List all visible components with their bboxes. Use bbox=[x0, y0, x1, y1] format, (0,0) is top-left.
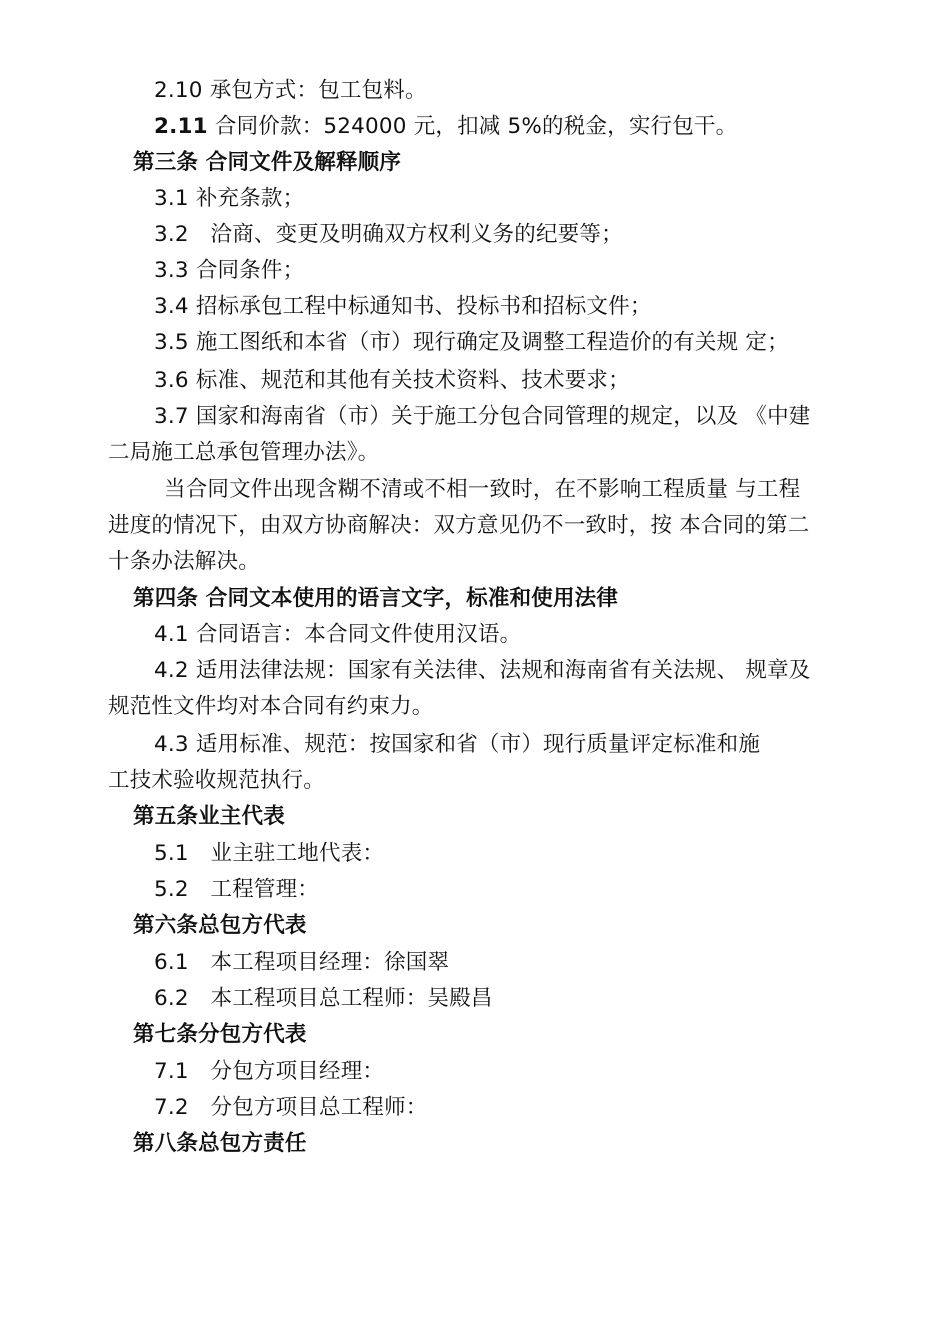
conflict-paragraph-line-2: 进度的情况下，由双方协商解决：双方意见仍不一致时，按 本合同的第二 bbox=[108, 513, 810, 538]
clause-3-2: 3.2 洽商、变更及明确双方权利义务的纪要等； bbox=[154, 222, 623, 247]
clause-4-3-line-1: 4.3 适用标准、规范：按国家和省（市）现行质量评定标准和施 bbox=[154, 732, 761, 757]
article-5-heading: 第五条业主代表 bbox=[133, 804, 285, 829]
article-7-heading: 第七条分包方代表 bbox=[133, 1022, 307, 1047]
clause-5-2: 5.2 工程管理： bbox=[154, 877, 319, 902]
clause-3-5: 3.5 施工图纸和本省（市）现行确定及调整工程造价的有关规 定； bbox=[154, 330, 789, 355]
clause-4-2-line-1: 4.2 适用法律法规：国家有关法律、法规和海南省有关法规、 规章及 bbox=[154, 658, 811, 683]
article-6-heading: 第六条总包方代表 bbox=[133, 913, 307, 938]
article-4-heading: 第四条 合同文本使用的语言文字，标准和使用法律 bbox=[133, 586, 619, 611]
clause-3-3: 3.3 合同条件； bbox=[154, 258, 305, 283]
clause-2-11 bbox=[154, 112, 737, 142]
clause-3-4: 3.4 招标承包工程中标通知书、投标书和招标文件； bbox=[154, 294, 652, 319]
clause-7-1: 7.1 分包方项目经理： bbox=[154, 1059, 385, 1084]
clause-3-7-line-2: 二局施工总承包管理办法》。 bbox=[108, 440, 380, 465]
clause-3-7-line-1: 3.7 国家和海南省（市）关于施工分包合同管理的规定，以及 《中建 bbox=[154, 404, 811, 429]
clause-2-11-text: 合同价款：524000 元，扣减 5%的税金，实行包干。 bbox=[207, 114, 738, 139]
conflict-paragraph-line-3: 十条办法解决。 bbox=[108, 549, 260, 574]
clause-4-2-line-2: 规范性文件均对本合同有约束力。 bbox=[108, 694, 434, 719]
clause-2-11-number: 2.11 bbox=[154, 114, 208, 139]
conflict-paragraph-line-1: 当合同文件出现含糊不清或不相一致时，在不影响工程质量 与工程 bbox=[164, 477, 801, 502]
clause-6-2: 6.2 本工程项目总工程师：吴殿昌 bbox=[154, 986, 493, 1011]
clause-4-3-line-2: 工技术验收规范执行。 bbox=[108, 768, 326, 793]
article-8-heading: 第八条总包方责任 bbox=[133, 1131, 307, 1156]
clause-6-1: 6.1 本工程项目经理：徐国翠 bbox=[154, 950, 450, 975]
clause-3-6: 3.6 标准、规范和其他有关技术资料、技术要求； bbox=[154, 368, 630, 393]
clause-2-10: 2.10 承包方式：包工包料。 bbox=[154, 78, 427, 103]
clause-5-1: 5.1 业主驻工地代表： bbox=[154, 841, 385, 866]
article-3-heading: 第三条 合同文件及解释顺序 bbox=[133, 150, 402, 175]
clause-7-2: 7.2 分包方项目总工程师： bbox=[154, 1095, 428, 1120]
clause-4-1: 4.1 合同语言：本合同文件使用汉语。 bbox=[154, 622, 522, 647]
clause-3-1: 3.1 补充条款； bbox=[154, 186, 305, 211]
